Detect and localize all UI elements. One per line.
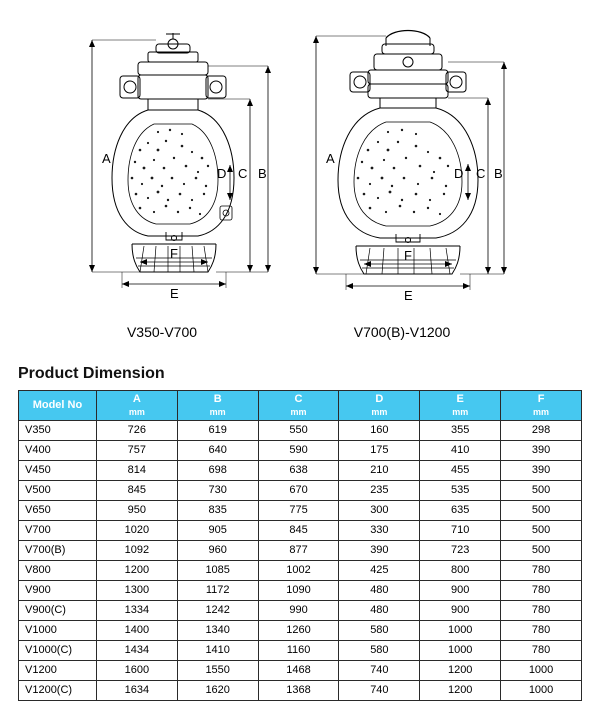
dim-label-e: E: [404, 288, 413, 303]
table-row: [19, 581, 582, 601]
cell-model: V900(C): [19, 601, 97, 621]
col-header-model-text: Model No: [32, 399, 83, 411]
cell-e: 1000: [420, 641, 501, 661]
col-header-a: [96, 391, 177, 421]
cell-e: 635: [420, 501, 501, 521]
cell-c: 877: [258, 541, 339, 561]
table-row: [19, 621, 582, 641]
cell-model: V800: [19, 561, 97, 581]
cell-d: 740: [339, 661, 420, 681]
cell-c: 670: [258, 481, 339, 501]
cell-f: 298: [501, 421, 582, 441]
cell-a: 1600: [96, 661, 177, 681]
cell-a: 1634: [96, 681, 177, 701]
cell-model: V1000(C): [19, 641, 97, 661]
dim-label-f: F: [404, 248, 412, 263]
cell-f: 780: [501, 601, 582, 621]
cell-b: 698: [177, 461, 258, 481]
dim-label-b: B: [258, 166, 267, 181]
dim-label-a: A: [102, 151, 111, 166]
cell-d: 390: [339, 541, 420, 561]
table-row: [19, 541, 582, 561]
cell-b: 1242: [177, 601, 258, 621]
cell-d: 300: [339, 501, 420, 521]
cell-b: 960: [177, 541, 258, 561]
cell-c: 990: [258, 601, 339, 621]
cell-d: 740: [339, 681, 420, 701]
cell-a: 757: [96, 441, 177, 461]
cell-d: 580: [339, 621, 420, 641]
dim-label-d: D: [454, 166, 464, 181]
cell-model: V400: [19, 441, 97, 461]
col-header-d: [339, 391, 420, 421]
cell-b: 640: [177, 441, 258, 461]
cell-c: 638: [258, 461, 339, 481]
figure-caption-left: V350-V700: [126, 324, 198, 340]
cell-f: 390: [501, 461, 582, 481]
cell-model: V450: [19, 461, 97, 481]
cell-a: 1434: [96, 641, 177, 661]
cell-a: 1400: [96, 621, 177, 641]
cell-e: 900: [420, 601, 501, 621]
cell-model: V700(B): [19, 541, 97, 561]
cell-d: 330: [339, 521, 420, 541]
cell-a: 1200: [96, 561, 177, 581]
table-row: [19, 461, 582, 481]
dim-label-c: C: [238, 166, 248, 181]
cell-model: V700: [19, 521, 97, 541]
col-header-f-text: F: [537, 392, 545, 405]
table-row: [19, 561, 582, 581]
cell-c: 1368: [258, 681, 339, 701]
table-row: [19, 441, 582, 461]
cell-c: 1002: [258, 561, 339, 581]
cell-f: 500: [501, 501, 582, 521]
table-row: [19, 681, 582, 701]
cell-e: 535: [420, 481, 501, 501]
filter-diagram-large: [290, 0, 520, 320]
cell-a: 1300: [96, 581, 177, 601]
cell-b: 619: [177, 421, 258, 441]
cell-model: V1200: [19, 661, 97, 681]
cell-b: 1550: [177, 661, 258, 681]
cell-a: 814: [96, 461, 177, 481]
cell-e: 723: [420, 541, 501, 561]
cell-a: 1092: [96, 541, 177, 561]
table-row: [19, 481, 582, 501]
section-title: Product Dimension: [18, 365, 165, 382]
table-row: [19, 601, 582, 621]
product-diagrams: [0, 0, 600, 348]
cell-model: V1200(C): [19, 681, 97, 701]
col-header-b: [177, 391, 258, 421]
cell-b: 1172: [177, 581, 258, 601]
col-header-e-unit: mm: [452, 406, 469, 417]
cell-d: 480: [339, 581, 420, 601]
cell-d: 235: [339, 481, 420, 501]
cell-c: 1090: [258, 581, 339, 601]
cell-d: 580: [339, 641, 420, 661]
cell-e: 455: [420, 461, 501, 481]
cell-b: 1085: [177, 561, 258, 581]
col-header-e: [420, 391, 501, 421]
col-header-model: [19, 391, 97, 421]
table-header-row: [19, 391, 582, 421]
table-row: [19, 521, 582, 541]
cell-model: V1000: [19, 621, 97, 641]
cell-d: 210: [339, 461, 420, 481]
cell-a: 726: [96, 421, 177, 441]
cell-c: 1160: [258, 641, 339, 661]
cell-f: 780: [501, 641, 582, 661]
filter-diagram-small: [70, 0, 280, 320]
cell-f: 1000: [501, 661, 582, 681]
col-header-f-unit: mm: [533, 406, 550, 417]
cell-f: 500: [501, 541, 582, 561]
product-dimension-table: [18, 390, 582, 701]
cell-d: 160: [339, 421, 420, 441]
col-header-c-text: C: [294, 392, 303, 405]
cell-e: 355: [420, 421, 501, 441]
cell-b: 730: [177, 481, 258, 501]
cell-a: 1020: [96, 521, 177, 541]
dim-label-c: C: [476, 166, 486, 181]
col-header-a-text: A: [132, 392, 141, 405]
col-header-b-text: B: [213, 392, 222, 405]
cell-c: 1468: [258, 661, 339, 681]
dim-label-e: E: [170, 286, 179, 301]
cell-c: 845: [258, 521, 339, 541]
cell-model: V350: [19, 421, 97, 441]
cell-f: 780: [501, 621, 582, 641]
col-header-f: [501, 391, 582, 421]
cell-b: 1340: [177, 621, 258, 641]
cell-e: 800: [420, 561, 501, 581]
cell-b: 835: [177, 501, 258, 521]
col-header-c: [258, 391, 339, 421]
cell-a: 1334: [96, 601, 177, 621]
cell-d: 175: [339, 441, 420, 461]
cell-e: 1000: [420, 621, 501, 641]
cell-b: 1620: [177, 681, 258, 701]
table-row: [19, 421, 582, 441]
cell-model: V500: [19, 481, 97, 501]
cell-model: V900: [19, 581, 97, 601]
cell-a: 845: [96, 481, 177, 501]
cell-b: 905: [177, 521, 258, 541]
cell-a: 950: [96, 501, 177, 521]
cell-e: 900: [420, 581, 501, 601]
cell-d: 480: [339, 601, 420, 621]
col-header-c-unit: mm: [290, 406, 307, 417]
cell-f: 500: [501, 481, 582, 501]
figure-caption-right: V700(B)-V1200: [353, 324, 451, 340]
cell-c: 590: [258, 441, 339, 461]
table-row: [19, 501, 582, 521]
table-row: [19, 661, 582, 681]
cell-c: 1260: [258, 621, 339, 641]
dim-label-b: B: [494, 166, 503, 181]
col-header-e-text: E: [456, 392, 464, 405]
dim-label-f: F: [170, 246, 178, 261]
dim-label-d: D: [217, 166, 227, 181]
col-header-b-unit: mm: [209, 406, 226, 417]
col-header-a-unit: mm: [128, 406, 145, 417]
cell-b: 1410: [177, 641, 258, 661]
cell-e: 710: [420, 521, 501, 541]
cell-f: 500: [501, 521, 582, 541]
cell-f: 390: [501, 441, 582, 461]
dim-label-a: A: [326, 151, 335, 166]
cell-e: 410: [420, 441, 501, 461]
col-header-d-text: D: [375, 392, 384, 405]
cell-f: 1000: [501, 681, 582, 701]
cell-f: 780: [501, 561, 582, 581]
cell-f: 780: [501, 581, 582, 601]
cell-e: 1200: [420, 681, 501, 701]
table-body: [19, 421, 582, 701]
cell-e: 1200: [420, 661, 501, 681]
cell-model: V650: [19, 501, 97, 521]
cell-c: 550: [258, 421, 339, 441]
table-row: [19, 641, 582, 661]
cell-c: 775: [258, 501, 339, 521]
col-header-d-unit: mm: [371, 406, 388, 417]
cell-d: 425: [339, 561, 420, 581]
